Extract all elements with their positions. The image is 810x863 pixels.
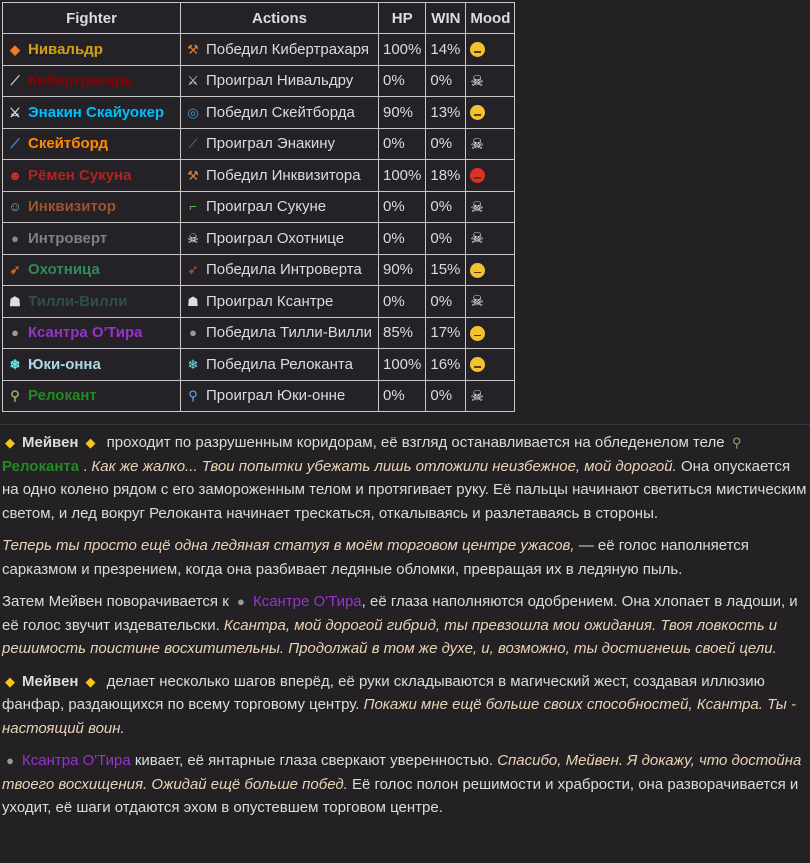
fighters-table (2, 2, 515, 412)
table-row (3, 97, 515, 129)
axe-icon: ⚒ (187, 41, 199, 57)
fighter-name: Ксантра О'Тира (28, 324, 143, 342)
header-win: WIN (426, 3, 466, 34)
hp-cell: 85% (379, 317, 426, 349)
detective-icon: ☺ (8, 199, 22, 215)
dialogue-text: Спасибо, Мейвен. Я докажу, что достойна твоего восхищения. Ожидай ещё больше побед. (2, 752, 802, 793)
table-header-row (3, 3, 515, 34)
fighter-cell (3, 34, 181, 66)
story-paragraph (2, 431, 808, 525)
bicycle-icon: ⚲ (731, 435, 742, 450)
fighter-cell (3, 380, 181, 412)
ogre-icon: ☻ (8, 167, 22, 183)
fighter-cell (3, 191, 181, 223)
narration-text: , её глаза наполняются одобрением. Она хлопает в ладоши, и её голос звучит издевательски. (2, 593, 798, 634)
win-cell: 0% (426, 65, 466, 97)
bow-arrow-icon: ➶ (187, 262, 199, 278)
fighter-cell (3, 97, 181, 129)
narration-text: проходит по разрушенным коридорам, её взгляд останавливается на обледенелом теле (102, 434, 729, 451)
win-cell: 0% (426, 223, 466, 255)
narration-text: Она опускается на одно колено рядом с его замороженным телом и протягивает руку. Её пальцы начинают светиться мистическим светом, и лед вокруг Релоканта начинает трескаться, откалываясь и разлетаваясь в стороны. (2, 457, 807, 522)
crossed-swords-icon: ⚔ (187, 73, 199, 89)
fighter-name: Нивальдр (28, 40, 103, 58)
theater-masks-icon: ◆ (85, 435, 96, 450)
action-cell (181, 128, 379, 160)
skull-icon: ☠ (470, 230, 484, 248)
dialogue-text: Как же жалко... Твои попытки убежать лишь отложили неизбежное, мой дорогой. (91, 457, 677, 475)
snowflake-icon: ❄ (187, 356, 199, 372)
table-row (3, 65, 515, 97)
neutral-face-icon (470, 326, 485, 341)
character-name: Ксантра О'Тира (22, 752, 131, 769)
fighter-cell (3, 286, 181, 318)
header-actions: Actions (181, 3, 379, 34)
mood-cell (466, 97, 515, 129)
fighter-name: Скейтборд (28, 135, 108, 153)
character-name: Мейвен (22, 434, 79, 451)
hp-cell: 0% (379, 223, 426, 255)
table-row (3, 191, 515, 223)
story-paragraph (2, 590, 808, 661)
table-row (3, 34, 515, 66)
story-paragraph (2, 534, 808, 581)
header-hp: HP (379, 3, 426, 34)
skateboard-icon: ⟋ (188, 136, 198, 152)
fighter-name: Релокант (28, 387, 97, 405)
bow-arrow-icon: ➶ (9, 262, 21, 278)
character-name: Мейвен (22, 672, 79, 690)
action-text: Проиграл Нивальдру (206, 72, 354, 90)
mood-cell (466, 65, 515, 97)
snowflake-icon: ❄ (9, 356, 21, 372)
win-cell: 0% (426, 286, 466, 318)
angry-face-icon (470, 42, 485, 57)
fighter-cell (3, 223, 181, 255)
win-cell: 13% (426, 97, 466, 129)
dialogue-text: Покажи мне ещё больше своих способностей, Ксантра. Ты - настоящий воин. (2, 696, 796, 737)
action-cell (181, 160, 379, 192)
bicycle-icon: ⚲ (10, 388, 20, 404)
fighter-name: Энакин Скайуокер (28, 103, 165, 121)
wrench-icon: ⟋ (10, 73, 20, 89)
moon-icon: ● (6, 753, 14, 768)
fighter-name: Охотница (28, 261, 100, 279)
moon-icon: ● (189, 325, 197, 341)
action-cell (181, 254, 379, 286)
mood-cell (466, 380, 515, 412)
win-cell: 0% (426, 380, 466, 412)
skateboard-icon: ⟋ (10, 136, 20, 152)
water-pistol-icon: ⌐ (189, 199, 197, 215)
fighter-name: Инквизитор (28, 198, 116, 216)
hp-cell: 90% (379, 254, 426, 286)
fighter-name: Юки-онна (28, 355, 101, 373)
table-row (3, 223, 515, 255)
fighter-name: Интроверт (28, 229, 108, 247)
crossed-swords-icon: ⚔ (9, 104, 21, 120)
robot-icon: ☗ (9, 293, 21, 309)
hp-cell: 100% (379, 34, 426, 66)
action-text: Проиграл Охотнице (206, 229, 345, 247)
action-text: Проиграл Сукуне (206, 198, 327, 216)
hp-cell: 90% (379, 97, 426, 129)
hp-cell: 0% (379, 191, 426, 223)
fighter-name: Кибертрахарь (28, 72, 133, 90)
action-text: Проиграл Энакину (206, 135, 336, 153)
mood-cell (466, 223, 515, 255)
neutral-face-icon (470, 357, 485, 372)
theater-masks-icon: ◆ (85, 673, 96, 689)
character-name: Релоканта (2, 457, 80, 475)
ring-icon: ◎ (187, 104, 199, 120)
table-row (3, 380, 515, 412)
narration-text: кивает, её янтарные глаза сверкают уверенностью. (130, 752, 498, 769)
action-cell (181, 223, 379, 255)
table-row (3, 160, 515, 192)
fighter-cell (3, 160, 181, 192)
story-text (0, 425, 808, 820)
win-cell: 16% (426, 349, 466, 381)
hp-cell: 100% (379, 160, 426, 192)
skull-icon: ☠ (470, 135, 484, 153)
win-cell: 17% (426, 317, 466, 349)
mood-cell (466, 349, 515, 381)
action-cell (181, 65, 379, 97)
skull-icon: ☠ (470, 72, 484, 90)
action-cell (181, 191, 379, 223)
moon-icon: ● (237, 594, 245, 609)
action-cell (181, 317, 379, 349)
fox-icon: ◆ (10, 41, 20, 57)
robot-icon: ☗ (187, 293, 199, 309)
fighter-name: Рёмен Сукуна (28, 166, 132, 184)
action-text: Проиграл Юки-онне (206, 387, 346, 405)
fighter-name: Тилли-Вилли (28, 292, 128, 310)
narration-text: делает несколько шагов вперёд, её руки складываются в магический жест, создавая иллюзию фанфар, раздающихся по всему торговому центру. (2, 672, 765, 713)
neutral-face-icon (470, 105, 485, 120)
table-row (3, 317, 515, 349)
action-text: Победила Интроверта (206, 261, 362, 279)
mood-cell (466, 191, 515, 223)
mood-cell (466, 128, 515, 160)
skull-icon: ☠ (470, 293, 484, 311)
skull-icon: ☠ (470, 387, 484, 405)
action-cell (181, 97, 379, 129)
hp-cell: 100% (379, 349, 426, 381)
narration-text: Её голос полон решимости и храбрости, она разворачивается и уходит, её шаги отдаются эхом в опустевшем торговом центре. (2, 775, 799, 816)
theater-masks-icon: ◆ (5, 673, 15, 689)
win-cell: 18% (426, 160, 466, 192)
dialogue-text: Ксантра, мой дорогой гибрид, ты превзошла мои ожидания. Твоя ловкость и решимость поистине восхитительны. Продолжай в том же духе, и, возможно, ты достигнешь своей цели. (2, 616, 778, 657)
mood-cell (466, 317, 515, 349)
action-text: Победил Кибертрахаря (206, 40, 370, 58)
story-paragraph (2, 670, 808, 741)
table-row (3, 286, 515, 318)
action-cell (181, 349, 379, 381)
skull-icon: ☠ (470, 198, 484, 216)
action-text: Победил Инквизитора (206, 166, 361, 184)
header-mood: Mood (466, 3, 515, 34)
silhouette-icon: ● (11, 230, 19, 246)
hp-cell: 0% (379, 286, 426, 318)
win-cell: 0% (426, 128, 466, 160)
dialogue-text: Теперь ты просто ещё одна ледяная статуя в моём торговом центре ужасов, (2, 537, 575, 554)
table-row (3, 349, 515, 381)
win-cell: 14% (426, 34, 466, 66)
narration-text: Затем Мейвен поворачивается к (2, 593, 233, 610)
action-text: Победила Релоканта (206, 355, 353, 373)
mood-cell (466, 160, 515, 192)
table-row (3, 254, 515, 286)
neutral-face-icon (470, 263, 485, 278)
hp-cell: 0% (379, 380, 426, 412)
action-text: Проиграл Ксантре (206, 292, 334, 310)
hp-cell: 0% (379, 128, 426, 160)
narration-text: — её голос наполняется сарказмом и презрением, когда она разбивает ледяные обломки, превращая их в ледяную пыль. (2, 537, 749, 578)
fighter-cell (3, 65, 181, 97)
header-fighter: Fighter (3, 3, 181, 34)
mood-cell (466, 254, 515, 286)
story-paragraph (2, 749, 808, 820)
action-cell (181, 34, 379, 66)
character-name: Ксантре О'Тира (252, 593, 362, 610)
axe-icon: ⚒ (187, 167, 199, 183)
hp-cell: 0% (379, 65, 426, 97)
fighter-cell (3, 317, 181, 349)
action-text: Победила Тилли-Вилли (206, 324, 372, 342)
win-cell: 15% (426, 254, 466, 286)
win-cell: 0% (426, 191, 466, 223)
mood-cell (466, 34, 515, 66)
narration-text: . (83, 457, 92, 475)
mood-cell (466, 286, 515, 318)
moon-icon: ● (11, 325, 19, 341)
theater-masks-icon: ◆ (5, 435, 15, 450)
action-cell (181, 286, 379, 318)
fighter-cell (3, 128, 181, 160)
skull-crossbones-icon: ☠ (187, 230, 199, 246)
action-text: Победил Скейтборда (206, 103, 355, 121)
fighter-cell (3, 349, 181, 381)
action-cell (181, 380, 379, 412)
table-row (3, 128, 515, 160)
fighter-cell (3, 254, 181, 286)
cyclist-icon: ⚲ (188, 388, 198, 404)
devil-face-icon (470, 168, 485, 183)
